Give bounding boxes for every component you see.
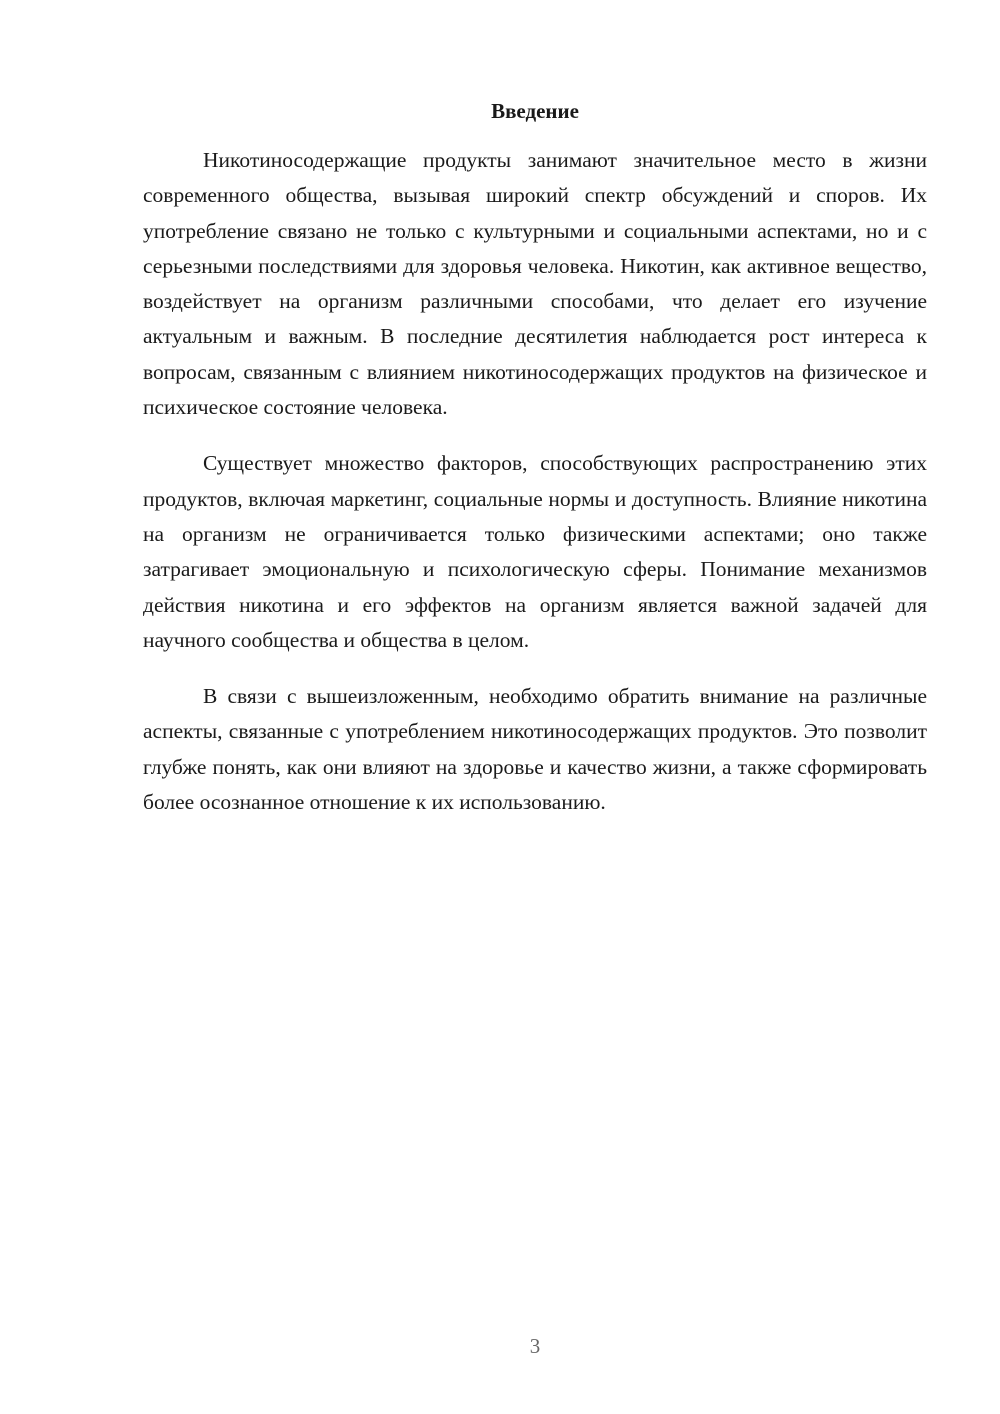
paragraph-2: Существует множество факторов, способствующих распространению этих продуктов, включая маркетинг, социальные нормы и доступность. Влияние никотина на организм не ограничивается только физическими аспектами; оно также затрагивает эмоциональную и психологическую сферы. Понимание механизмов действия никотина и его эффектов на организм является важной задачей для научного сообщества и общества в целом. bbox=[143, 451, 927, 652]
paragraph-3: В связи с вышеизложенным, необходимо обратить внимание на различные аспекты, связанные с употреблением никотиносодержащих продуктов. Это позволит глубже понять, как они влияют на здоровье и качество жизни, а также сформировать более осознанное отношение к их использованию. bbox=[143, 684, 927, 815]
page-title: Введение bbox=[491, 99, 579, 123]
page-number: 3 bbox=[529, 1334, 541, 1358]
paragraph-1: Никотиносодержащие продукты занимают значительное место в жизни современного общества, вызывая широкий спектр обсуждений и споров. Их употребление связано не только с культурными и социальными аспектами, но и с серьезными последствиями для здоровья человека. Никотин, как активное вещество, воздействует на организм различными способами, что делает его изучение актуальным и важным. В последние десятилетия наблюдается рост интереса к вопросам, связанным с влиянием никотиносодержащих продуктов на физическое и психическое состояние человека. bbox=[143, 148, 927, 420]
body-text bbox=[143, 143, 927, 820]
